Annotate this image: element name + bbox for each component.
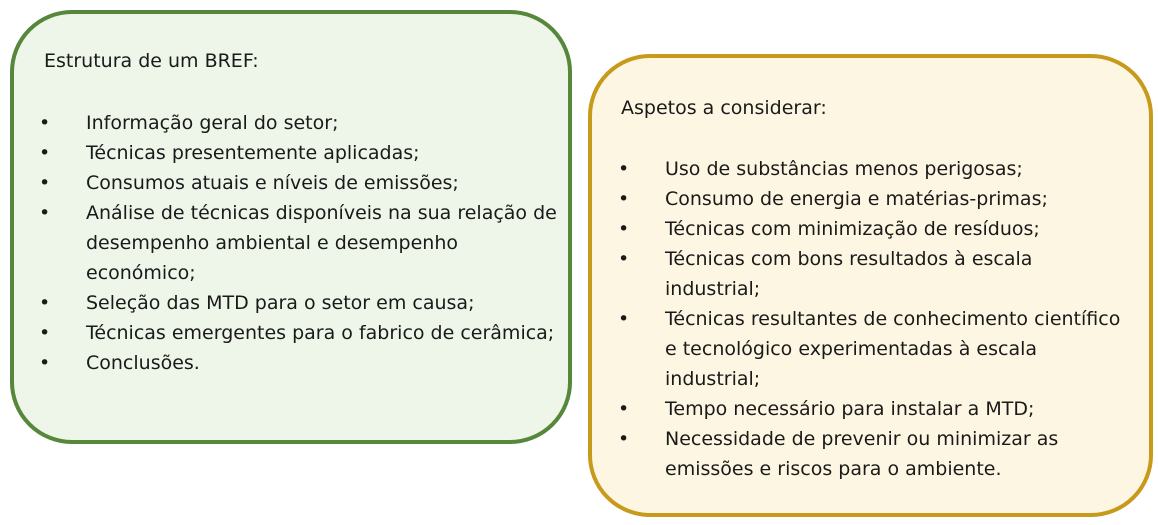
list-item: • Técnicas com minimização de resíduos; (618, 214, 1128, 244)
list-item: • Técnicas presentemente aplicadas; (39, 138, 569, 168)
aspects-title: Aspetos a considerar: (621, 97, 827, 119)
list-item: • Técnicas emergentes para o fabrico de cerâmica; (39, 318, 569, 348)
bref-structure-list (39, 108, 569, 378)
list-item: • Técnicas resultantes de conhecimento científico e tecnológico experimentadas à escala industrial; (618, 304, 1128, 394)
aspects-list (618, 154, 1128, 484)
list-item: • Necessidade de prevenir ou minimizar as emissões e riscos para o ambiente. (618, 424, 1128, 484)
list-item: • Uso de substâncias menos perigosas; (618, 154, 1128, 184)
list-item: • Conclusões. (39, 348, 569, 378)
list-item: • Tempo necessário para instalar a MTD; (618, 394, 1128, 424)
list-item: • Consumos atuais e níveis de emissões; (39, 168, 569, 198)
list-item: • Informação geral do setor; (39, 108, 569, 138)
bref-structure-title: Estrutura de um BREF: (44, 50, 259, 72)
list-item: • Análise de técnicas disponíveis na sua relação de desempenho ambiental e desempenho económico; (39, 198, 569, 288)
list-item: • Consumo de energia e matérias-primas; (618, 184, 1128, 214)
aspects-box (588, 54, 1153, 517)
bref-structure-box (10, 10, 572, 444)
list-item: • Seleção das MTD para o setor em causa; (39, 288, 569, 318)
list-item: • Técnicas com bons resultados à escala industrial; (618, 244, 1128, 304)
